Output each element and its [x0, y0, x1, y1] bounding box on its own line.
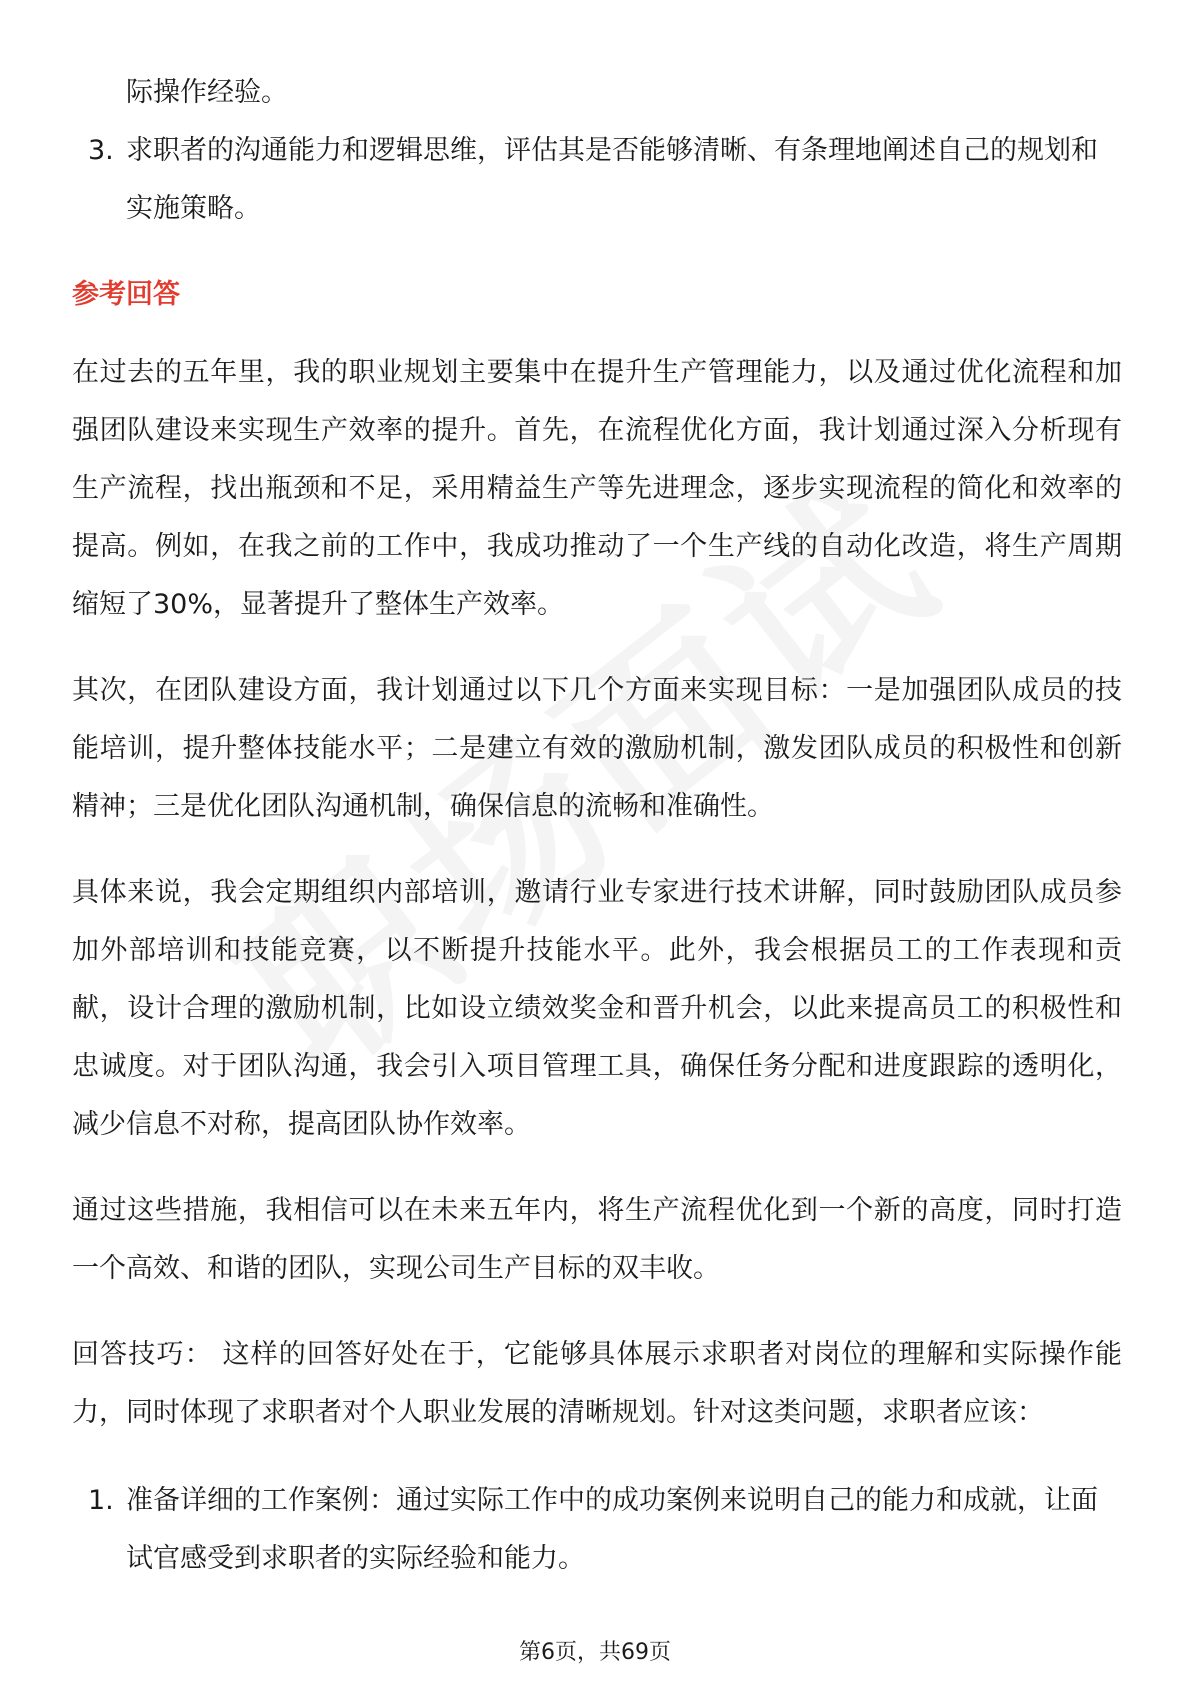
list-item-evaluation-3	[72, 122, 1122, 238]
section-title-reference-answer: 参考回答	[72, 279, 180, 310]
answer-paragraph-2: 其次，在团队建设方面，我计划通过以下几个方面来实现目标：一是加强团队成员的技能培训，提升整体技能水平；二是建立有效的激励机制，激发团队成员的积极性和创新精神；三是优化团队沟通机制，确保信息的流畅和准确性。	[72, 675, 1122, 822]
list-item-continuation: 际操作经验。	[126, 77, 288, 108]
answer-paragraph-1: 在过去的五年里，我的职业规划主要集中在提升生产管理能力，以及通过优化流程和加强团队建设来实现生产效率的提升。首先，在流程优化方面，我计划通过深入分析现有生产流程，找出瓶颈和不足，采用精益生产等先进理念，逐步实现流程的简化和效率的提高。例如，在我之前的工作中，我成功推动了一个生产线的自动化改造，将生产周期缩短了30%，显著提升了整体生产效率。	[72, 357, 1122, 620]
list-item-text: 准备详细的工作案例：通过实际工作中的成功案例来说明自己的能力和成就，让面试官感受到求职者的实际经验和能力。	[126, 1485, 1098, 1574]
answer-tips-paragraph: 回答技巧： 这样的回答好处在于，它能够具体展示求职者对岗位的理解和实际操作能力，同时体现了求职者对个人职业发展的清晰规划。针对这类问题，求职者应该：	[72, 1339, 1122, 1428]
list-item-number: 3.	[88, 135, 114, 166]
list-item-number: 1.	[88, 1485, 114, 1516]
answer-paragraph-3: 具体来说，我会定期组织内部培训，邀请行业专家进行技术讲解，同时鼓励团队成员参加外部培训和技能竞赛，以不断提升技能水平。此外，我会根据员工的工作表现和贡献，设计合理的激励机制，比如设立绩效奖金和晋升机会，以此来提高员工的积极性和忠诚度。对于团队沟通，我会引入项目管理工具，确保任务分配和进度跟踪的透明化，减少信息不对称，提高团队协作效率。	[72, 877, 1122, 1140]
answer-paragraph-4: 通过这些措施，我相信可以在未来五年内，将生产流程优化到一个新的高度，同时打造一个高效、和谐的团队，实现公司生产目标的双丰收。	[72, 1195, 1122, 1284]
list-item-tip-1	[72, 1472, 1122, 1588]
list-item-text: 求职者的沟通能力和逻辑思维，评估其是否能够清晰、有条理地阐述自己的规划和实施策略。	[126, 135, 1098, 224]
page-content	[72, 64, 1122, 1588]
page-number-footer: 第6页，共69页	[519, 1640, 671, 1665]
